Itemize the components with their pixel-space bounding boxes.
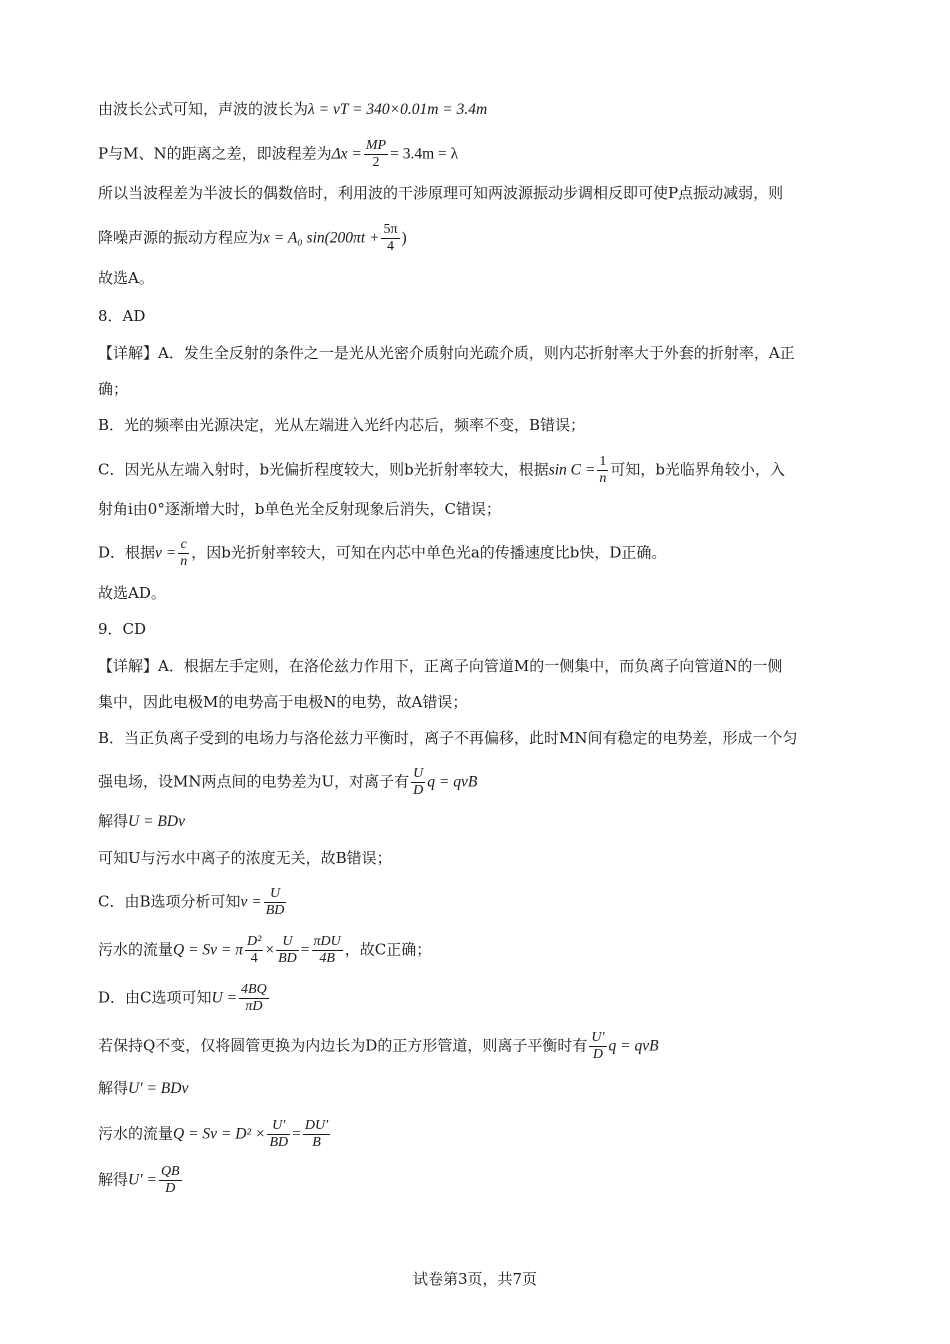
text: P与M、N的距离之差，即波程差为 <box>98 144 332 163</box>
fraction: $\frac{DU'}{B}$ <box>304 1118 329 1150</box>
text: 8．AD <box>98 307 146 325</box>
text: 污水的流量 <box>98 1124 174 1143</box>
text: 故选A。 <box>98 269 154 287</box>
fraction: $\frac{U}{D}$ <box>413 766 424 798</box>
text: 污水的流量 <box>98 940 174 959</box>
text-line <box>98 655 858 677</box>
text: 可知，b光临界角较小，入 <box>610 460 785 479</box>
text: 降噪声源的振动方程应为 <box>98 228 264 247</box>
text-line <box>98 498 858 520</box>
text: 9．CD <box>98 620 147 638</box>
text-line <box>98 182 858 204</box>
math-expression: U = BDv <box>128 813 185 830</box>
text-line <box>98 537 858 570</box>
text: C．因光从左端入射时，b光偏折程度较大，则b光折射率较大，根据 <box>98 460 549 479</box>
fraction: $\frac{5\pi}{4}$ <box>383 222 398 254</box>
text: 解得 <box>98 1170 129 1189</box>
math-expression: x = A₀ sin(200πt + <box>263 229 380 247</box>
fraction: $\frac{U}{BD}$ <box>278 934 297 966</box>
math-expression: q = qvB <box>427 773 478 791</box>
text-line <box>98 454 858 487</box>
fraction: $\frac{MP}{2}$ <box>365 138 387 170</box>
text-line <box>98 222 858 255</box>
math-expression: Δx = <box>331 145 362 163</box>
text-line <box>98 582 858 604</box>
fraction: $\frac{QB}{D}$ <box>160 1164 180 1196</box>
fraction: $\frac{\text{D²}}{4}$ <box>247 934 262 966</box>
math-expression: ) <box>401 229 407 247</box>
fraction: $\frac{U'}{D}$ <box>591 1030 605 1062</box>
math-expression: q = qvB <box>608 1037 659 1055</box>
fraction: $\frac{U}{BD}$ <box>265 886 285 918</box>
text-line <box>98 1164 858 1197</box>
text: 由波长公式可知，声波的波长为 <box>98 100 309 118</box>
text-line <box>98 886 858 919</box>
text: 若保持Q不变，仅将圆管更换为内边长为D的正方形管道，则离子平衡时有 <box>98 1036 588 1055</box>
fraction: $\frac{c}{n}$ <box>180 537 188 569</box>
question-number <box>98 305 858 327</box>
text-line <box>98 1077 858 1100</box>
text: 强电场，设MN两点间的电势差为U，对离子有 <box>98 772 410 791</box>
text-line <box>98 810 858 833</box>
text: 解得 <box>98 812 129 830</box>
math-expression: λ = vT = 340×0.01m = 3.4m <box>308 101 488 118</box>
math-expression: v = <box>240 893 262 911</box>
text: 故选AD。 <box>98 584 166 602</box>
question-number <box>98 618 858 640</box>
math-expression: = <box>292 1125 301 1143</box>
text: D．由C选项可知 <box>98 988 212 1007</box>
text-line <box>98 1118 858 1151</box>
fraction: $\frac{\text{πDU}}{4B}$ <box>313 934 341 966</box>
text-line <box>98 934 858 967</box>
text: 【详解】A．根据左手定则，在洛伦兹力作用下，正离子向管道M的一侧集中，而负离子向管道N的一侧 <box>98 657 783 675</box>
text-line <box>98 138 858 171</box>
text-line <box>98 414 858 436</box>
page-footer: 试卷第3页，共7页 <box>412 1270 538 1288</box>
math-expression: × <box>265 941 275 959</box>
math-expression: v = <box>155 544 177 562</box>
math-expression: U = <box>211 989 238 1007</box>
math-expression: sin C = <box>548 461 596 479</box>
fraction: $\frac{1}{n}$ <box>599 454 607 486</box>
text-line <box>98 727 858 749</box>
text-line <box>98 847 858 869</box>
math-expression: U′ = BDv <box>128 1080 189 1097</box>
text-line <box>98 378 858 400</box>
fraction: $\frac{4BQ}{\pi D}$ <box>241 982 267 1014</box>
text: B．当正负离子受到的电场力与洛伦兹力平衡时，离子不再偏移，此时MN间有稳定的电势差，形成一个匀 <box>98 729 798 747</box>
text: D．根据 <box>98 543 156 562</box>
text: ，故C正确； <box>344 940 432 959</box>
text-line <box>98 691 858 713</box>
text: 射角i由0°逐渐增大时，b单色光全反射现象后消失，C错误； <box>98 500 501 518</box>
text: C．由B选项分析可知 <box>98 892 241 911</box>
math-expression: = 3.4m = λ <box>390 145 459 163</box>
math-expression: = <box>300 941 310 959</box>
text-line <box>98 267 858 289</box>
text-line <box>98 1030 858 1063</box>
text: 可知U与污水中离子的浓度无关，故B错误； <box>98 849 392 867</box>
text-line <box>98 982 858 1015</box>
text: 确； <box>98 380 129 398</box>
math-expression: Q = Sv = D² × <box>173 1125 266 1143</box>
text: 集中，因此电极M的电势高于电极N的电势，故A错误； <box>98 693 468 711</box>
text: ，因b光折射率较大，可知在内芯中单色光a的传播速度比b快，D正确。 <box>191 543 667 562</box>
text-line <box>98 98 858 121</box>
text: 所以当波程差为半波长的偶数倍时，利用波的干涉原理可知两波源振动步调相反即可使P点振动减弱，则 <box>98 184 784 202</box>
text: 解得 <box>98 1079 129 1097</box>
text: B．光的频率由光源决定，光从左端进入光纤内芯后，频率不变，B错误； <box>98 416 586 434</box>
math-expression: U′ = <box>128 1171 157 1189</box>
fraction: $\frac{U'}{BD}$ <box>269 1118 289 1150</box>
text-line <box>98 766 858 799</box>
text: 【详解】A．发生全反射的条件之一是光从光密介质射向光疏介质，则内芯折射率大于外套的折射率，A正 <box>98 344 795 362</box>
text-line <box>98 342 858 364</box>
math-expression: Q = Sv = π <box>173 941 244 959</box>
